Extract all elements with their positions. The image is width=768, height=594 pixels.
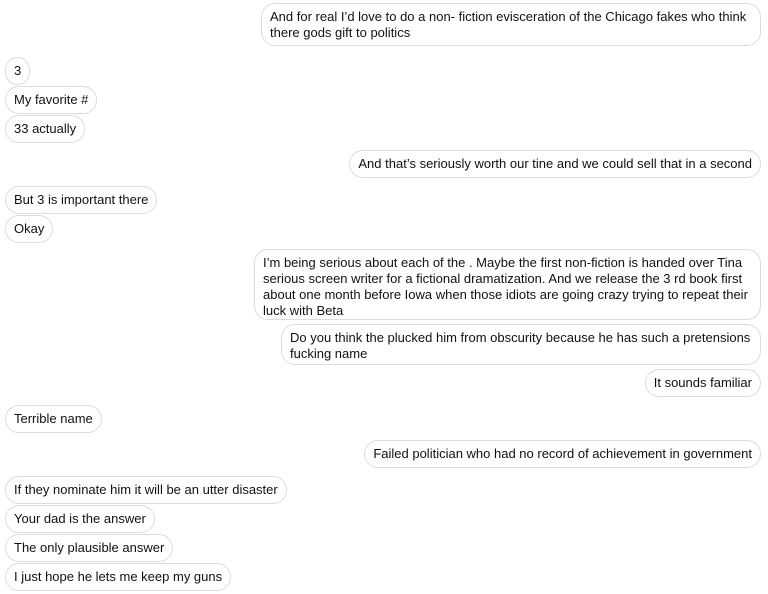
message-bubble-received[interactable]: Terrible name (5, 405, 102, 433)
message-bubble-sent[interactable]: I’m being serious about each of the . Maybe the first non-fiction is handed over Tina serious screen writer for a fictional dramatization. And we release the 3 rd book first about one month before Iowa when those idiots are going crazy trying to repeat their luck with Beta (254, 249, 761, 320)
message-bubble-received[interactable]: But 3 is important there (5, 186, 157, 214)
message-bubble-sent[interactable]: Do you think the plucked him from obscurity because he has such a pretensions fucking name (281, 324, 761, 365)
message-bubble-sent[interactable]: And for real I’d love to do a non- fiction evisceration of the Chicago fakes who think there gods gift to politics (261, 3, 761, 46)
message-bubble-sent[interactable]: It sounds familiar (645, 369, 761, 397)
message-bubble-received[interactable]: If they nominate him it will be an utter disaster (5, 476, 287, 504)
message-bubble-received[interactable]: Your dad is the answer (5, 505, 155, 533)
message-bubble-received[interactable]: 3 (5, 57, 30, 85)
message-bubble-sent[interactable]: Failed politician who had no record of achievement in government (364, 440, 761, 468)
message-bubble-received[interactable]: My favorite # (5, 86, 97, 114)
message-bubble-received[interactable]: The only plausible answer (5, 534, 173, 562)
message-bubble-received[interactable]: I just hope he lets me keep my guns (5, 563, 231, 591)
message-bubble-received[interactable]: 33 actually (5, 115, 85, 143)
message-bubble-received[interactable]: Okay (5, 215, 53, 243)
message-bubble-sent[interactable]: And that’s seriously worth our tine and we could sell that in a second (349, 150, 761, 178)
